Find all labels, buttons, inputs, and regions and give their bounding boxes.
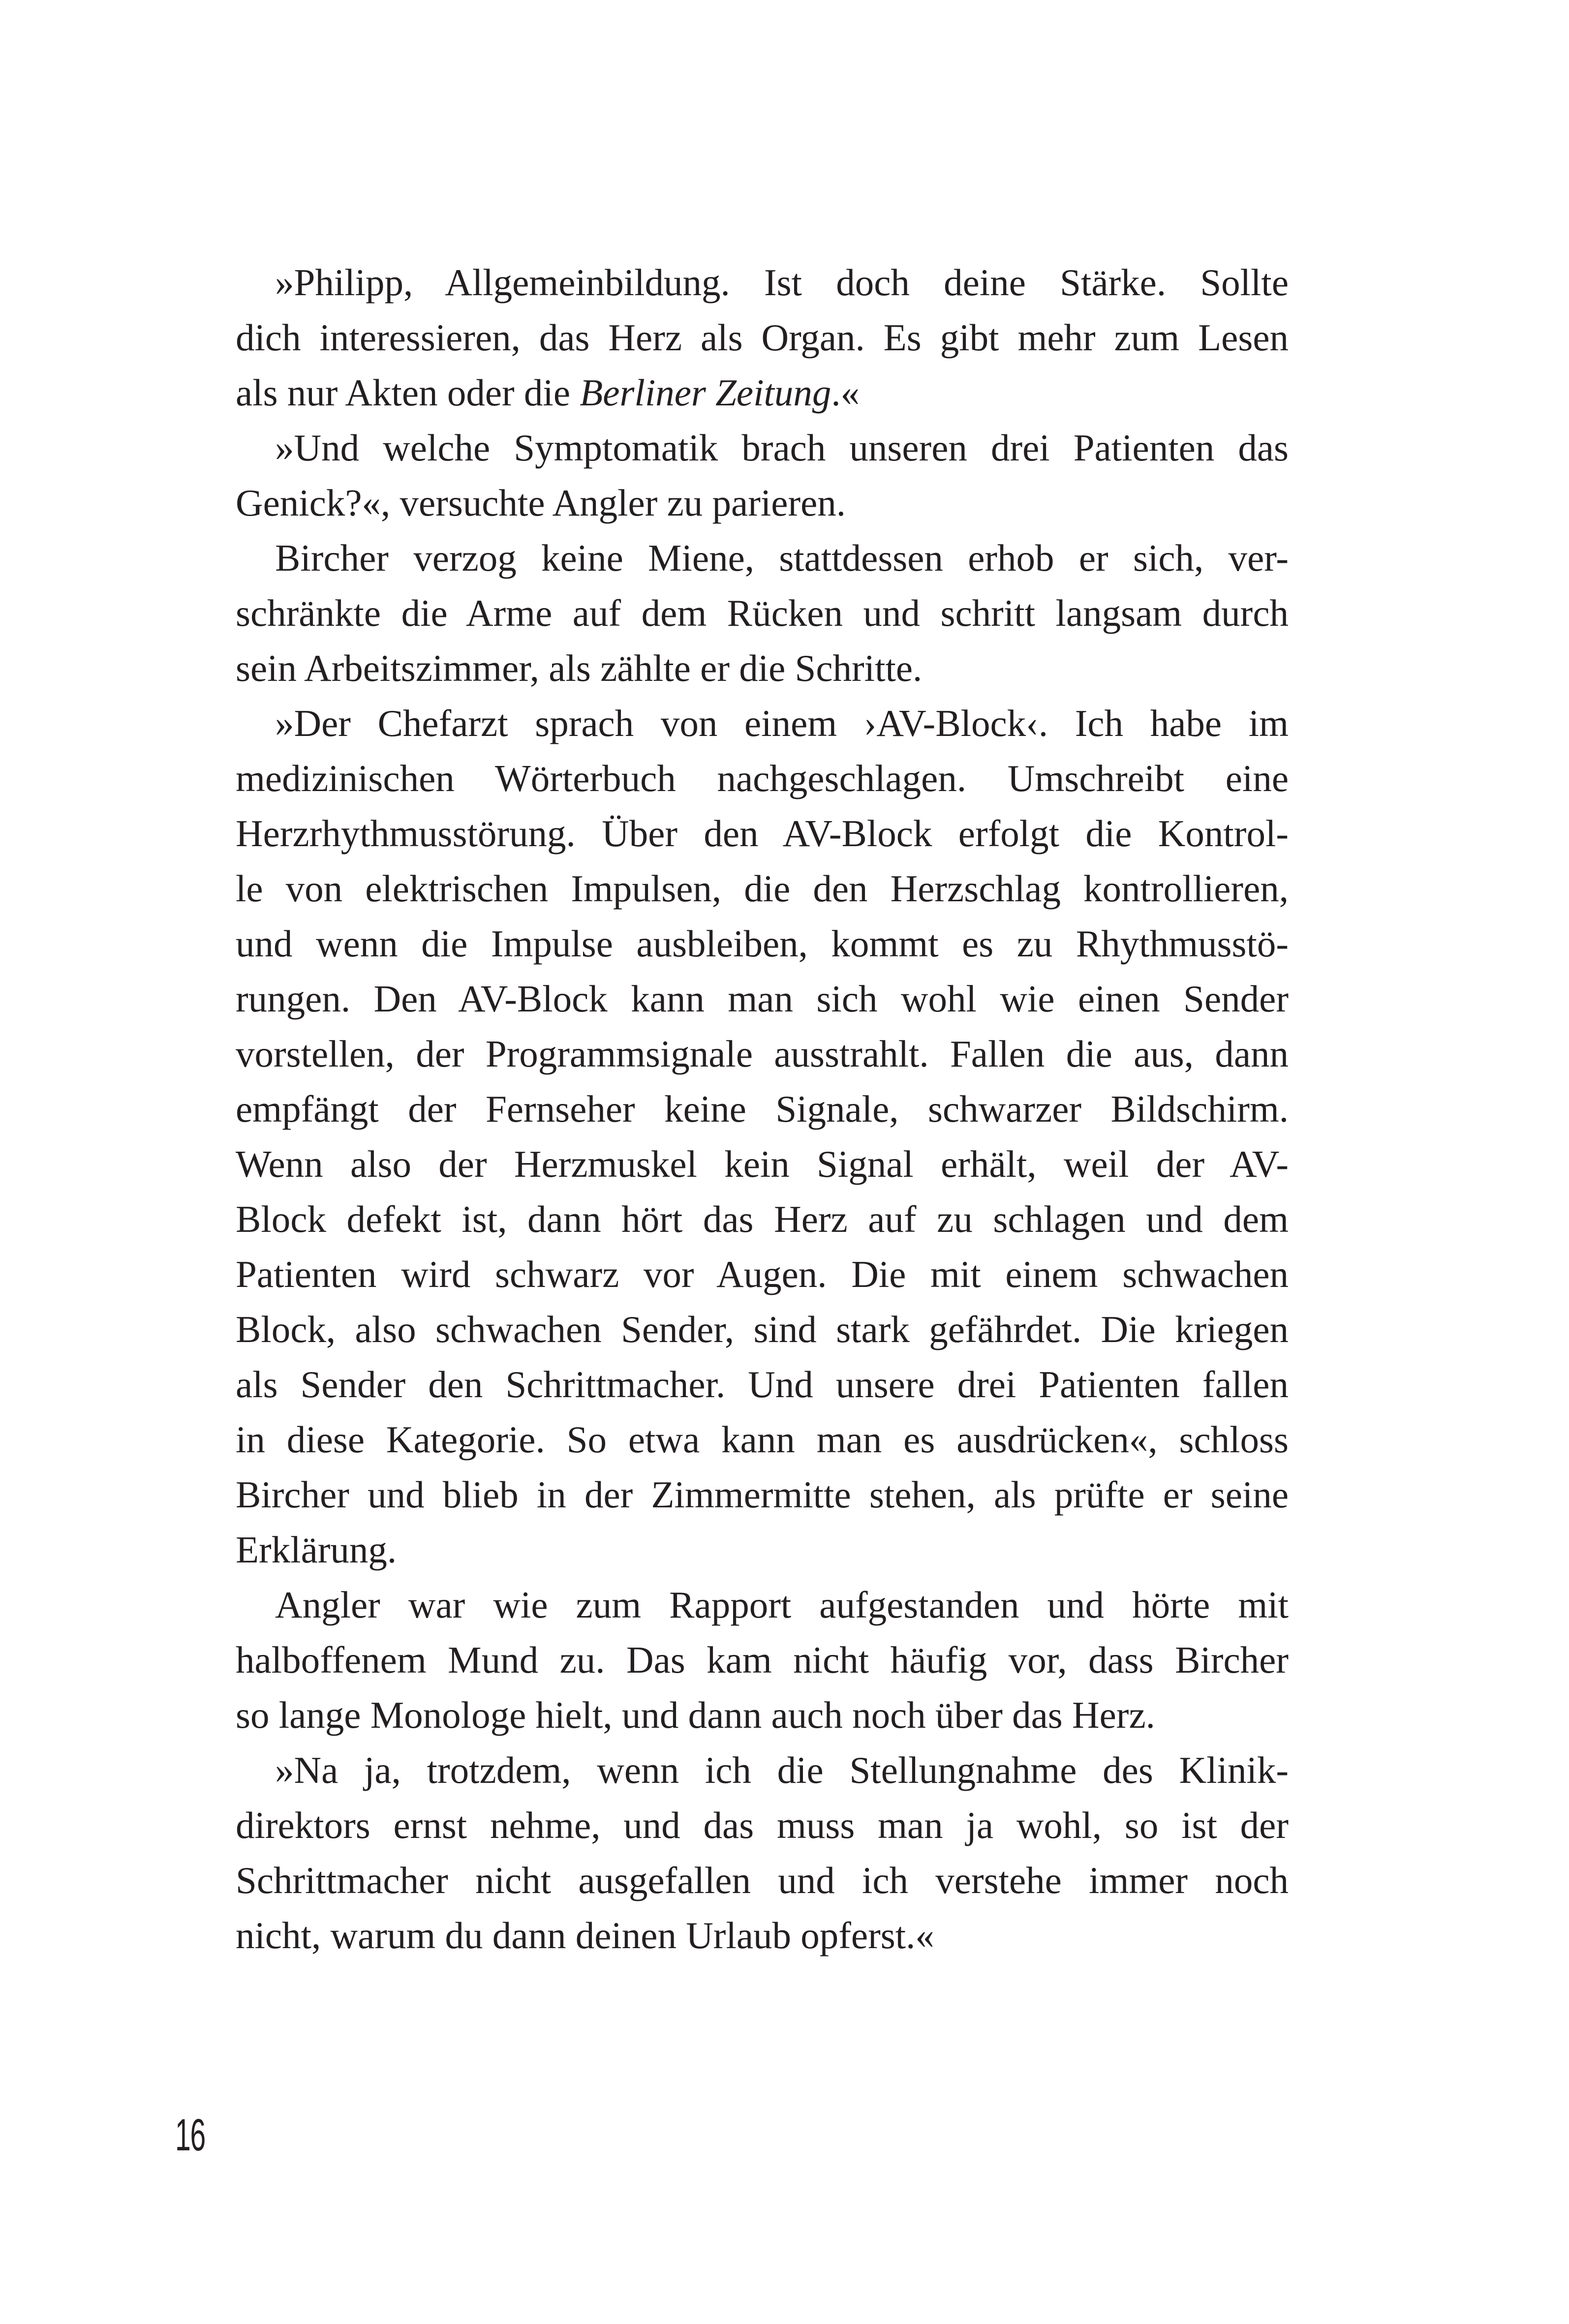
text-segment: »Philipp, Allgemeinbildung. Ist doch deine Stärke. Sollte (275, 261, 1289, 304)
text-line (236, 971, 1289, 1026)
text-segment: .« (831, 371, 860, 414)
text-line (236, 916, 1289, 971)
text-segment: Wenn also der Herzmuskel kein Signal erhält, weil der AV- (236, 1143, 1289, 1185)
text-line (236, 1798, 1289, 1853)
text-line (236, 1302, 1289, 1357)
text-segment: Herzrhythmusstörung. Über den AV-Block erfolgt die Kontrol- (236, 812, 1289, 855)
text-line (236, 530, 1289, 585)
text-line (236, 1081, 1289, 1136)
text-segment: medizinischen Wörterbuch nachgeschlagen. Umschreibt eine (236, 757, 1289, 799)
text-segment: le von elektrischen Impulsen, die den Herzschlag kontrollieren, (236, 867, 1289, 910)
text-line (236, 641, 1289, 696)
text-segment: direktors ernst nehme, und das muss man ja wohl, so ist der (236, 1804, 1289, 1846)
italic-title: Berliner Zeitung (580, 371, 831, 414)
text-line (236, 585, 1289, 641)
text-segment: »Na ja, trotzdem, wenn ich die Stellungnahme des Klinik- (275, 1749, 1289, 1791)
text-segment: dich interessieren, das Herz als Organ. Es gibt mehr zum Lesen (236, 316, 1289, 359)
text-segment: als nur Akten oder die (236, 371, 580, 414)
text-line (236, 1632, 1289, 1687)
paragraph (236, 420, 1289, 530)
text-line (236, 1853, 1289, 1908)
text-segment: empfängt der Fernseher keine Signale, schwarzer Bildschirm. (236, 1088, 1289, 1130)
text-line (236, 1026, 1289, 1081)
text-segment: Bircher verzog keine Miene, stattdessen erhob er sich, ver- (275, 537, 1289, 579)
text-segment: als Sender den Schrittmacher. Und unsere drei Patienten fallen (236, 1363, 1289, 1406)
text-segment: Angler war wie zum Rapport aufgestanden und hörte mit (275, 1584, 1289, 1626)
text-line (236, 861, 1289, 916)
text-segment: halboffenem Mund zu. Das kam nicht häufig vor, dass Bircher (236, 1639, 1289, 1681)
text-line (236, 1908, 1289, 1963)
body-text (236, 255, 1289, 1963)
text-line (236, 1687, 1289, 1743)
text-line (236, 475, 1289, 530)
text-segment: schränkte die Arme auf dem Rücken und schritt langsam durch (236, 592, 1289, 634)
text-segment: Block defekt ist, dann hört das Herz auf zu schlagen und dem (236, 1198, 1289, 1240)
text-segment: so lange Monologe hielt, und dann auch noch über das Herz. (236, 1694, 1155, 1736)
paragraph (236, 1577, 1289, 1743)
text-segment: und wenn die Impulse ausbleiben, kommt es zu Rhythmusstö- (236, 922, 1289, 965)
text-line (236, 1467, 1289, 1522)
page-number: 16 (175, 2110, 205, 2160)
text-segment: in diese Kategorie. So etwa kann man es ausdrücken«, schloss (236, 1418, 1289, 1461)
text-segment: Schrittmacher nicht ausgefallen und ich verstehe immer noch (236, 1859, 1289, 1901)
text-line (236, 1743, 1289, 1798)
text-line (236, 1522, 1289, 1577)
text-line (236, 420, 1289, 475)
text-segment: »Der Chefarzt sprach von einem ›AV-Block‹. Ich habe im (275, 702, 1289, 744)
text-segment: Patienten wird schwarz vor Augen. Die mit einem schwachen (236, 1253, 1289, 1295)
paragraph (236, 1743, 1289, 1963)
text-line (236, 696, 1289, 751)
text-line (236, 255, 1289, 310)
text-segment: sein Arbeitszimmer, als zählte er die Schritte. (236, 647, 923, 689)
text-line (236, 1412, 1289, 1467)
paragraph (236, 696, 1289, 1577)
text-segment: »Und welche Symptomatik brach unseren drei Patienten das (275, 427, 1289, 469)
text-segment: Bircher und blieb in der Zimmermitte stehen, als prüfte er seine (236, 1473, 1289, 1516)
text-line (236, 806, 1289, 861)
text-line (236, 1247, 1289, 1302)
text-segment: rungen. Den AV-Block kann man sich wohl wie einen Sender (236, 978, 1289, 1020)
text-line (236, 1136, 1289, 1192)
text-line (236, 1577, 1289, 1632)
text-line (236, 1192, 1289, 1247)
text-segment: Block, also schwachen Sender, sind stark gefährdet. Die kriegen (236, 1308, 1289, 1350)
text-segment: vorstellen, der Programmsignale ausstrahlt. Fallen die aus, dann (236, 1033, 1289, 1075)
text-line (236, 751, 1289, 806)
text-line (236, 1357, 1289, 1412)
paragraph (236, 530, 1289, 696)
text-segment: Genick?«, versuchte Angler zu parieren. (236, 482, 846, 524)
text-segment: Erklärung. (236, 1529, 397, 1571)
text-line (236, 365, 1289, 420)
paragraph (236, 255, 1289, 420)
text-line (236, 310, 1289, 365)
text-segment: nicht, warum du dann deinen Urlaub opferst.« (236, 1914, 934, 1957)
